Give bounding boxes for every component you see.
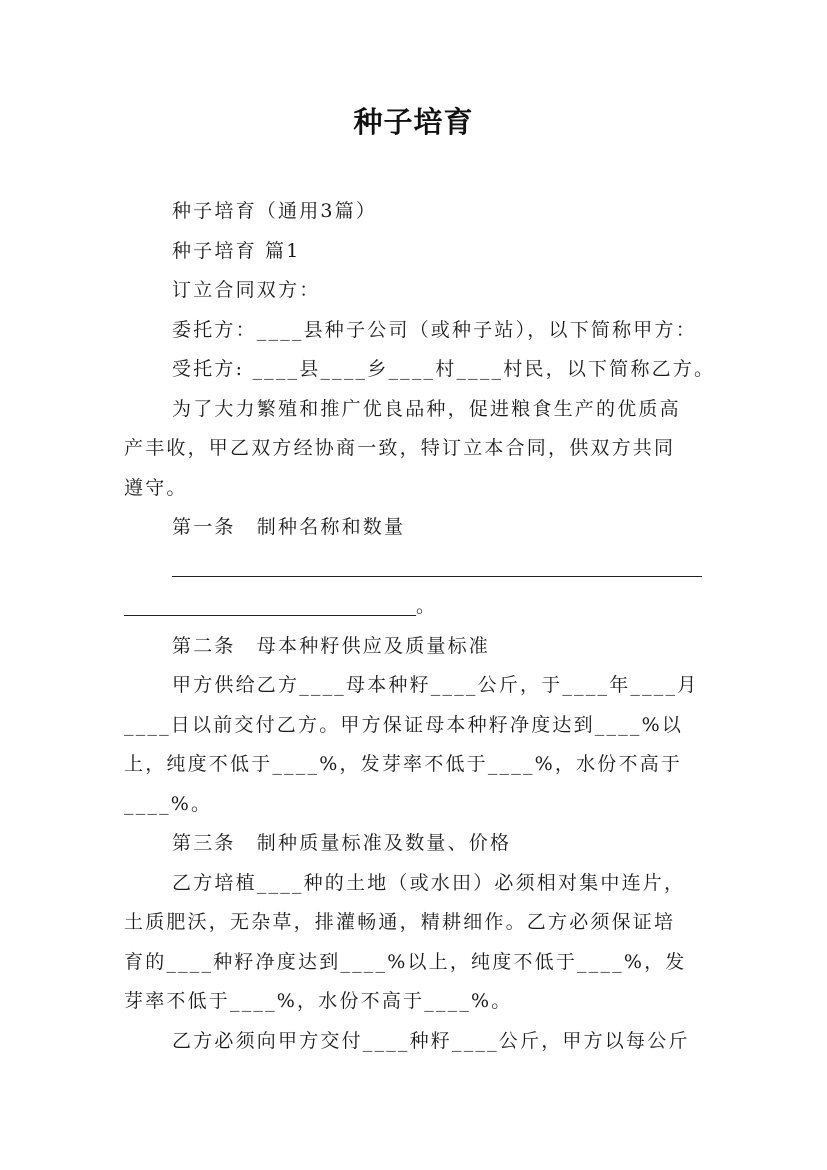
paragraph-line: ____%。: [124, 792, 213, 815]
paragraph-line: ____日以前交付乙方。甲方保证母本种籽净度达到____%以: [124, 713, 684, 736]
underline-blank: [124, 615, 416, 616]
paragraph-line: 订立合同双方：: [172, 279, 321, 301]
paragraph-line: 育的____种籽净度达到____%以上，纯度不低于____%，发: [124, 950, 687, 973]
period-mark: 。: [416, 595, 436, 617]
paragraph-line: 种子培育 篇1: [172, 239, 301, 262]
blank-fill-line: [124, 548, 709, 588]
paragraph-line: 上，纯度不低于____%，发芽率不低于____%，水份不高于: [124, 753, 683, 775]
paragraph-line: 委托方：____县种子公司（或种子站），以下简称甲方：: [172, 318, 697, 341]
paragraph-line: 种子培育（通用3篇）: [172, 200, 378, 222]
paragraph-line: 产丰收，甲乙双方经协商一致，特订立本合同，供双方共同: [124, 437, 676, 459]
paragraph-line: 为了大力繁殖和推广优良品种，促进粮食生产的优质高: [172, 397, 681, 420]
paragraph-line: 乙方培植____种的土地（或水田）必须相对集中连片，: [172, 871, 686, 894]
document-title: 种子培育: [353, 105, 474, 139]
underline-blank: [172, 576, 702, 577]
paragraph-line: 土质肥沃，无杂草，排灌畅通，精耕细作。乙方必须保证培: [124, 911, 676, 933]
paragraph-line: 乙方必须向甲方交付____种籽____公斤，甲方以每公斤: [172, 1029, 690, 1052]
section-heading: 第三条 制种质量标准及数量、价格: [172, 832, 512, 854]
section-heading: 第二条 母本种籽供应及质量标准: [172, 634, 491, 657]
paragraph-line: 遵守。: [124, 476, 188, 499]
blank-fill-line: [124, 587, 709, 627]
section-heading: 第一条 制种名称和数量: [172, 516, 406, 538]
paragraph-line: 甲方供给乙方____母本种籽____公斤，于____年____月: [172, 674, 699, 696]
document-body: [124, 192, 716, 1061]
paragraph-line: 受托方: ____县____乡____村____村民，以下简称乙方。: [172, 358, 716, 380]
paragraph-line: 芽率不低于____%，水份不高于____%。: [124, 990, 513, 1012]
